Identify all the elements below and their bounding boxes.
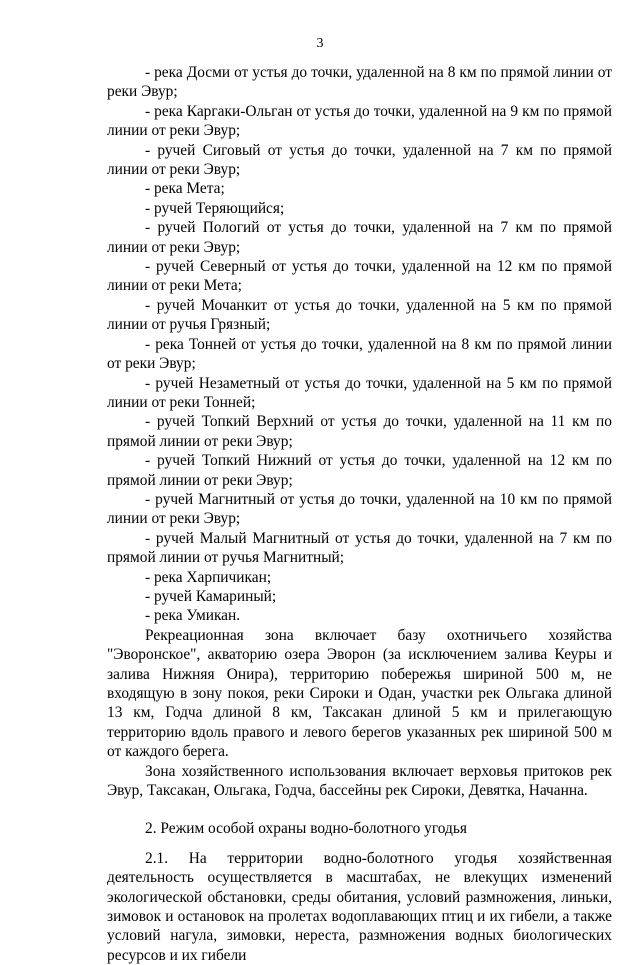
list-item-teryayushchiysya: - ручей Теряющийся; — [145, 199, 285, 217]
list-item-tonney: - река Тонней от устья до точки, удаленной на 8 км по прямой линии от реки Эвур; — [107, 335, 612, 373]
list-item-kharpichikan: - река Харпичикан; — [145, 568, 272, 586]
list-item-topky-verkhny: - ручей Топкий Верхний от устья до точки, удаленной на 11 км по прямой линии от реки Эвур; — [107, 413, 612, 450]
list-item-severny: - ручей Северный от устья до точки, удаленной на 12 км по прямой линии от реки Мета; — [107, 258, 612, 295]
document-body — [107, 63, 612, 965]
list-item-topky-nizhny: - ручей Топкий Нижний от устья до точки, удаленной на 12 км по прямой линии от реки Эвур; — [107, 452, 612, 489]
economic-zone-paragraph: Зона хозяйственного использования включает верховья притоков рек Эвур, Таксакан, Ольгака, Годча, бассейны рек Сироки, Девятка, Начанна. — [107, 762, 612, 800]
section-heading: 2. Режим особой охраны водно-болотного угодья — [145, 820, 467, 838]
list-item-nezametny: - ручей Незаметный от устья до точки, удаленной на 5 км по прямой линии от реки Тонней; — [107, 374, 612, 411]
recreation-zone-paragraph: Рекреационная зона включает базу охотничьего хозяйства "Эворонское", акваторию озера Эворон (за исключением залива Кеуры и залива Нижняя Онира), территорию побережья шириной 500 м, не входящую в зону покоя, реки Сироки и Одан, участки рек Ольгака длиной 13 км, Годча длиной 8 км, Таксакан длиной 5 км и прилегающую территорию вдоль правого и левого берегов указанных рек шириной 500 м от каждого берега. — [107, 626, 612, 761]
list-item-sigovy: - ручей Сиговый от устья до точки, удаленной на 7 км по прямой линии от реки Эвур; — [107, 141, 612, 179]
list-item-umikan: - река Умикан. — [145, 607, 241, 625]
list-item-kamariny: - ручей Камариный; — [145, 587, 277, 605]
list-item-maly-magnitny: - ручей Малый Магнитный от устья до точки, удаленной на 7 км по прямой линии от ручья Магнитный; — [107, 529, 612, 567]
clause-2-1-paragraph: 2.1. На территории водно-болотного угодья хозяйственная деятельность осуществляется в масштабах, не влекущих изменений экологической обстановки, среды обитания, условий размножения, линьки, зимовок и остановок на пролетах водоплавающих птиц и их гибели, а также условий нагула, зимовки, нереста, размножения водных биологических ресурсов и их гибели — [107, 849, 612, 964]
list-item-dosmi: - река Досми от устья до точки, удаленной на 8 км по прямой линии от реки Эвур; — [107, 64, 612, 101]
list-item-magnitny: - ручей Магнитный от устья до точки, удаленной на 10 км по прямой линии от реки Эвур; — [107, 490, 612, 528]
list-item-mochankit: - ручей Мочанкит от устья до точки, удаленной на 5 км по прямой линии от ручья Грязный; — [107, 296, 612, 334]
list-item-kargaki-olgan: - река Каргаки-Ольган от устья до точки, удаленной на 9 км по прямой линии от реки Эвур; — [107, 102, 612, 140]
list-item-meta: - река Мета; — [145, 180, 225, 198]
page-number: 3 — [316, 36, 324, 51]
list-item-pology: - ручей Пологий от устья до точки, удаленной на 7 км по прямой линии от реки Эвур; — [107, 219, 612, 256]
